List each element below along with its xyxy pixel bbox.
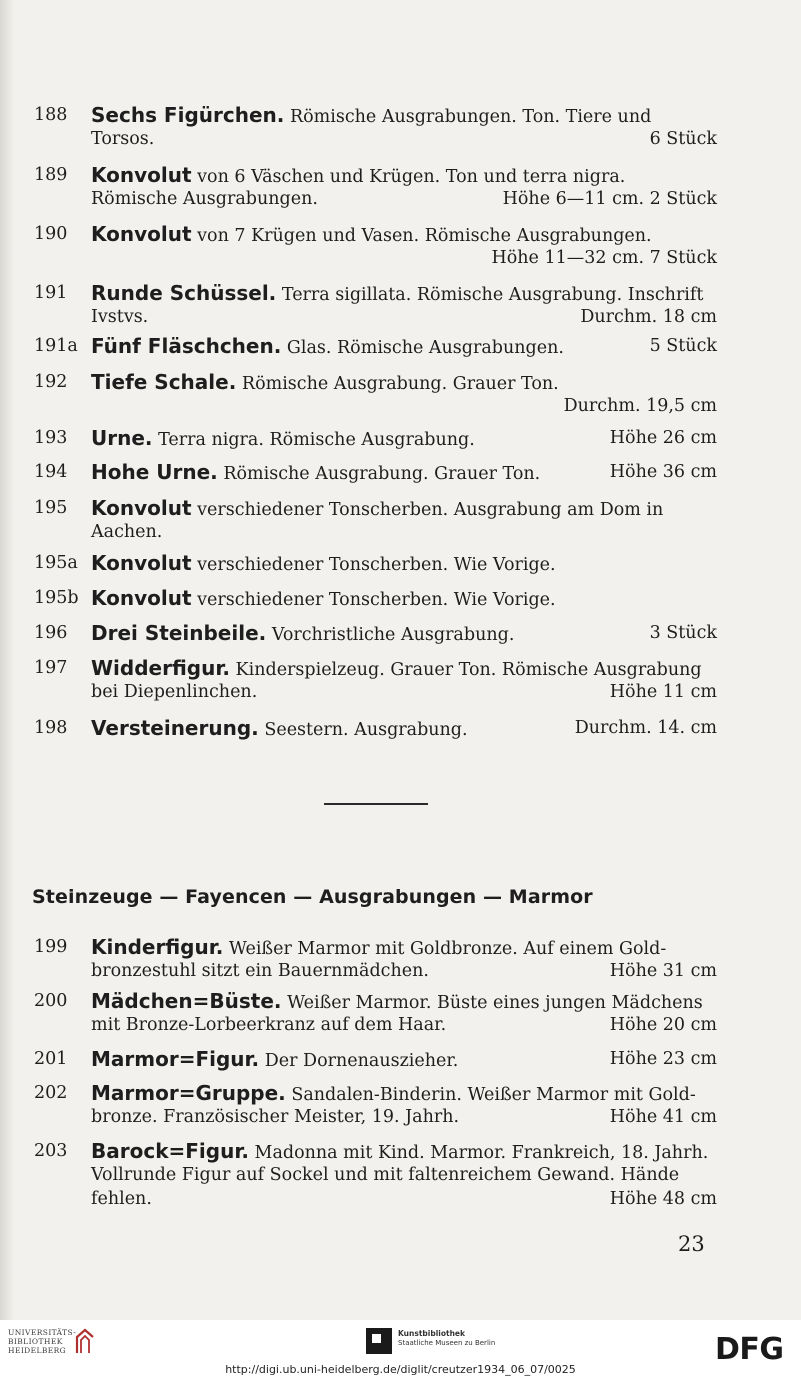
entry-body (91, 222, 717, 270)
page-number: 23 (678, 1232, 705, 1256)
entry-description: Kinderspielzeug. Grauer Ton. Römische Ausgrabung (235, 660, 702, 680)
entry-description: Madonna mit Kind. Marmor. Frankreich, 18. Jahrh. (254, 1143, 709, 1163)
section-heading: Steinzeuge — Fayencen — Ausgrabungen — Marmor (32, 886, 593, 908)
entry-number: 196 (34, 623, 68, 643)
entry-body (91, 496, 717, 544)
entry-number: 195 (34, 498, 68, 518)
section-divider (324, 803, 428, 805)
catalog-entry (34, 586, 724, 610)
entry-number: 191a (34, 336, 78, 356)
entry-title: Kinderfigur. (91, 935, 224, 959)
entry-title: Widderfigur. (91, 656, 230, 680)
entry-line (91, 1013, 717, 1037)
entry-line (91, 394, 717, 418)
entry-number: 195b (34, 588, 79, 608)
entry-description: mit Bronze-Lorbeerkranz auf dem Haar. (91, 1015, 447, 1035)
entry-measure: Höhe 6—11 cm. 2 Stück (502, 189, 717, 209)
university-line-1: UNIVERSITÄTS- (8, 1328, 77, 1337)
entry-body (91, 163, 717, 211)
entry-number: 191 (34, 283, 68, 303)
catalog-entry (34, 551, 724, 575)
entry-number: 199 (34, 937, 68, 957)
entry-line (91, 1163, 717, 1187)
entry-description: Weißer Marmor. Büste eines jungen Mädchens (287, 993, 703, 1013)
entry-body (91, 103, 717, 151)
entry-body (91, 281, 717, 329)
entry-body (91, 656, 717, 704)
catalog-entry (34, 1139, 724, 1211)
entry-description: von 6 Väschen und Krügen. Ton und terra nigra. (197, 167, 626, 187)
entry-title: Konvolut (91, 586, 192, 610)
entry-line (91, 959, 717, 983)
kunstbibliothek-label (398, 1329, 495, 1348)
entry-description: bronzestuhl sitzt ein Bauernmädchen. (91, 961, 429, 981)
university-line-3: HEIDELBERG (8, 1346, 67, 1355)
entry-description: Sandalen-Binderin. Weißer Marmor mit Gold- (291, 1085, 696, 1105)
entry-measure: 6 Stück (649, 129, 717, 149)
catalog-entry (34, 426, 724, 450)
entry-description: Aachen. (91, 522, 163, 542)
catalog-entry (34, 370, 724, 418)
university-logo-icon (74, 1327, 96, 1357)
entry-line (91, 1187, 717, 1211)
entry-line (91, 127, 717, 151)
entry-title: Drei Steinbeile. (91, 621, 267, 645)
entry-description: Ivstvs. (91, 307, 149, 327)
entry-body (91, 989, 717, 1037)
entry-line (91, 1047, 717, 1071)
entry-body (91, 621, 717, 645)
entry-line (91, 680, 717, 704)
entry-description: fehlen. (91, 1189, 152, 1209)
entry-description: Vorchristliche Ausgrabung. (271, 625, 515, 645)
entry-measure: Höhe 11 cm (609, 682, 717, 702)
catalog-entry (34, 222, 724, 270)
entry-description: Weißer Marmor mit Goldbronze. Auf einem Gold- (228, 939, 667, 959)
entry-line (91, 1105, 717, 1129)
entry-title: Runde Schüssel. (91, 281, 277, 305)
entry-body (91, 1139, 717, 1211)
entry-measure: Durchm. 18 cm (580, 307, 717, 327)
entry-title: Konvolut (91, 163, 192, 187)
entry-line (91, 551, 717, 575)
entry-title: Tiefe Schale. (91, 370, 237, 394)
entry-body (91, 551, 717, 575)
page-spine-shadow (0, 0, 14, 1320)
entry-number: 188 (34, 105, 68, 125)
entry-description: Terra sigillata. Römische Ausgrabung. Inschrift (281, 285, 704, 305)
entry-title: Konvolut (91, 551, 192, 575)
entry-description: Der Dornenauszieher. (264, 1051, 459, 1071)
entry-measure: 3 Stück (649, 623, 717, 643)
entry-description: verschiedener Tonscherben. Ausgrabung am Dom in (197, 500, 664, 520)
entry-description: Seestern. Ausgrabung. (264, 720, 468, 740)
kb-subtitle: Staatliche Museen zu Berlin (398, 1339, 496, 1347)
catalog-entry (34, 989, 724, 1037)
dfg-logo: DFG (715, 1332, 784, 1367)
entry-number: 203 (34, 1141, 68, 1161)
entry-line (91, 281, 717, 305)
entry-title: Hohe Urne. (91, 460, 218, 484)
entry-body (91, 334, 717, 358)
entry-description: Römische Ausgrabungen. (91, 189, 318, 209)
entry-line (91, 163, 717, 187)
kb-title: Kunstbibliothek (398, 1329, 466, 1338)
entry-title: Fünf Fläschchen. (91, 334, 282, 358)
entry-line (91, 656, 717, 680)
catalog-entry (34, 334, 724, 358)
entry-line (91, 1081, 717, 1105)
entry-line (91, 305, 717, 329)
entry-description: Vollrunde Figur auf Sockel und mit faltenreichem Gewand. Hände (91, 1165, 680, 1185)
catalog-entry (34, 935, 724, 983)
catalog-entry (34, 1047, 724, 1071)
entry-description: von 7 Krügen und Vasen. Römische Ausgrabungen. (197, 226, 652, 246)
entry-title: Barock=Figur. (91, 1139, 249, 1163)
catalog-entry (34, 716, 724, 740)
catalog-entry (34, 621, 724, 645)
entry-body (91, 935, 717, 983)
entry-description: verschiedener Tonscherben. Wie Vorige. (197, 555, 556, 575)
entry-title: Mädchen=Büste. (91, 989, 282, 1013)
catalog-entry (34, 460, 724, 484)
entry-body (91, 370, 717, 418)
entry-measure: Durchm. 19,5 cm (563, 396, 717, 416)
entry-measure: Durchm. 14. cm (574, 718, 717, 738)
entry-line (91, 187, 717, 211)
catalog-entry (34, 281, 724, 329)
entry-body (91, 460, 717, 484)
catalog-entry (34, 656, 724, 704)
entry-line (91, 989, 717, 1013)
entry-line (91, 222, 717, 246)
entry-line (91, 935, 717, 959)
entry-line (91, 520, 717, 544)
entry-body (91, 716, 717, 740)
entry-line (91, 621, 717, 645)
entry-measure: Höhe 48 cm (609, 1189, 717, 1209)
entry-number: 193 (34, 428, 68, 448)
entry-title: Marmor=Gruppe. (91, 1081, 286, 1105)
entry-body (91, 426, 717, 450)
entry-description: Römische Ausgrabung. Grauer Ton. (241, 374, 559, 394)
entry-measure: Höhe 26 cm (609, 428, 717, 448)
catalog-entry (34, 496, 724, 544)
entry-body (91, 1047, 717, 1071)
university-line-2: BIBLIOTHEK (8, 1337, 63, 1346)
entry-title: Marmor=Figur. (91, 1047, 260, 1071)
entry-body (91, 586, 717, 610)
university-library-label (8, 1328, 76, 1355)
entry-line (91, 334, 717, 358)
entry-description: Terra nigra. Römische Ausgrabung. (158, 430, 475, 450)
entry-measure: Höhe 41 cm (609, 1107, 717, 1127)
entry-description: verschiedener Tonscherben. Wie Vorige. (197, 590, 556, 610)
entry-description: Glas. Römische Ausgrabungen. (286, 338, 564, 358)
entry-measure: 5 Stück (649, 336, 717, 356)
entry-number: 190 (34, 224, 68, 244)
entry-body (91, 1081, 717, 1129)
entry-description: Römische Ausgrabungen. Ton. Tiere und (289, 107, 652, 127)
entry-line (91, 426, 717, 450)
entry-number: 200 (34, 991, 68, 1011)
entry-line (91, 716, 717, 740)
entry-line (91, 1139, 717, 1163)
entry-line (91, 496, 717, 520)
catalog-entry (34, 103, 724, 151)
catalog-entry (34, 1081, 724, 1129)
catalog-entry (34, 163, 724, 211)
entry-number: 195a (34, 553, 78, 573)
entry-line (91, 246, 717, 270)
entry-number: 198 (34, 718, 68, 738)
entry-measure: Höhe 20 cm (609, 1015, 717, 1035)
entry-measure: Höhe 36 cm (609, 462, 717, 482)
source-url[interactable]: http://digi.ub.uni-heidelberg.de/diglit/creutzer1934_06_07/0025 (225, 1363, 576, 1376)
entry-line (91, 103, 717, 127)
entry-description: bei Diepenlinchen. (91, 682, 258, 702)
entry-number: 189 (34, 165, 68, 185)
entry-number: 192 (34, 372, 68, 392)
entry-title: Konvolut (91, 496, 192, 520)
entry-number: 202 (34, 1083, 68, 1103)
entry-measure: Höhe 11—32 cm. 7 Stück (491, 248, 717, 268)
entry-title: Urne. (91, 426, 153, 450)
entry-measure: Höhe 31 cm (609, 961, 717, 981)
entry-line (91, 460, 717, 484)
entry-description: Torsos. (91, 129, 155, 149)
entry-title: Konvolut (91, 222, 192, 246)
entry-title: Sechs Figürchen. (91, 103, 285, 127)
entry-description: Römische Ausgrabung. Grauer Ton. (223, 464, 541, 484)
entry-number: 197 (34, 658, 68, 678)
entry-title: Versteinerung. (91, 716, 259, 740)
entry-description: bronze. Französischer Meister, 19. Jahrh. (91, 1107, 460, 1127)
entry-line (91, 370, 717, 394)
kunstbibliothek-logo-icon (366, 1328, 392, 1354)
entry-line (91, 586, 717, 610)
entry-number: 194 (34, 462, 68, 482)
entry-measure: Höhe 23 cm (609, 1049, 717, 1069)
entry-number: 201 (34, 1049, 68, 1069)
